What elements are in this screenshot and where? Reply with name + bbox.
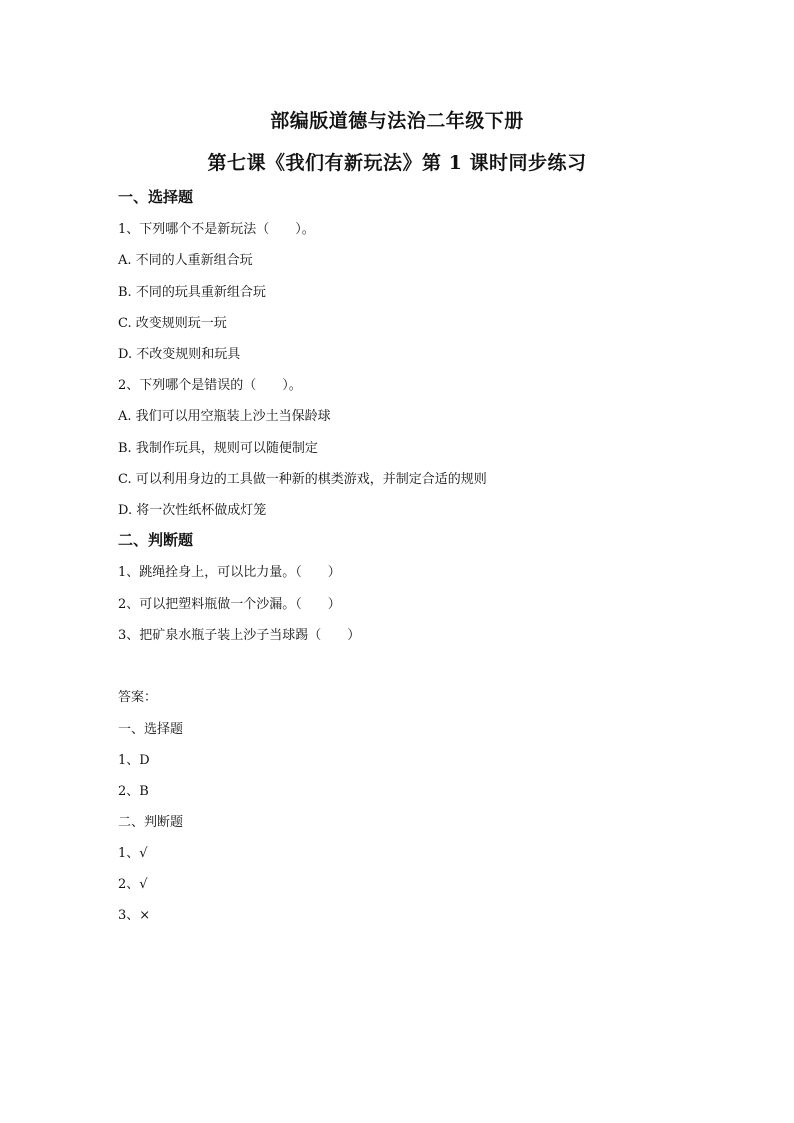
answers-label: 答案：: [118, 690, 158, 705]
question-1-option-d: D. 不改变规则和玩具: [118, 347, 241, 362]
answer-choice-2: 2、B: [118, 784, 149, 799]
question-2-option-c: C. 可以利用身边的工具做一种新的棋类游戏，并制定合适的规则: [118, 472, 487, 487]
judge-item-3: 3、把矿泉水瓶子装上沙子当球踢（ ）: [118, 628, 361, 643]
answers-choice-heading: 一、选择题: [118, 722, 184, 737]
question-2-option-a: A. 我们可以用空瓶装上沙土当保龄球: [118, 409, 331, 424]
question-1-stem: 1、下列哪个不是新玩法（ ）。: [118, 222, 315, 237]
judge-item-2: 2、可以把塑料瓶做一个沙漏。（ ）: [118, 597, 341, 612]
judge-section-heading: 二、判断题: [118, 531, 194, 549]
question-1-option-a: A. 不同的人重新组合玩: [118, 253, 253, 268]
answer-judge-1: 1、√: [118, 846, 148, 861]
question-1-option-b: B. 不同的玩具重新组合玩: [118, 285, 266, 300]
question-2-option-b: B. 我制作玩具，规则可以随便制定: [118, 441, 318, 456]
document-subtitle: 第七课《我们有新玩法》第 1 课时同步练习: [207, 152, 587, 174]
question-1-option-c: C. 改变规则玩一玩: [118, 316, 227, 331]
question-2-stem: 2、下列哪个是错误的（ ）。: [118, 378, 302, 393]
answer-choice-1: 1、D: [118, 753, 150, 768]
document-title: 部编版道德与法治二年级下册: [270, 110, 524, 132]
answer-judge-3: 3、×: [118, 908, 151, 923]
answer-judge-2: 2、√: [118, 877, 148, 892]
judge-item-1: 1、跳绳拴身上，可以比力量。（ ）: [118, 565, 341, 580]
question-2-option-d: D. 将一次性纸杯做成灯笼: [118, 503, 267, 518]
answers-judge-heading: 二、判断题: [118, 815, 184, 830]
choice-section-heading: 一、选择题: [118, 188, 194, 206]
